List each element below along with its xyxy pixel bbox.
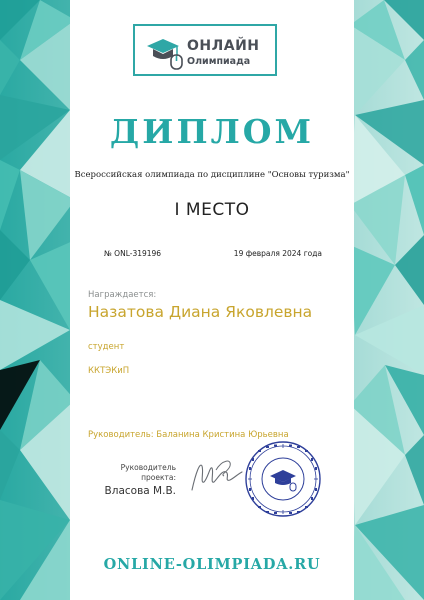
diploma-number: № ONL-319196 bbox=[104, 249, 162, 258]
supervisor-line: Руководитель: Баланина Кристина Юрьевна bbox=[88, 430, 289, 440]
signatory-label bbox=[118, 463, 176, 482]
signatory-label-line2: проекта: bbox=[141, 472, 176, 482]
recipient-status: студент bbox=[88, 342, 125, 352]
olympiad-subtitle: Всероссийская олимпиада по дисциплине "Основы туризма" bbox=[74, 170, 350, 180]
logo-text-olympiad: Олимпиада bbox=[187, 56, 251, 67]
recipient-name: Назатова Диана Яковлевна bbox=[88, 303, 313, 321]
olympiad-logo bbox=[133, 24, 277, 76]
website-footer: ONLINE-OLIMPIADA.RU bbox=[103, 556, 321, 573]
signatory-name: Власова М.В. bbox=[104, 485, 176, 497]
awarded-label: Награждается: bbox=[88, 290, 157, 300]
signatory-label-line1: Руководитель bbox=[120, 463, 176, 472]
official-stamp bbox=[244, 440, 322, 518]
graduation-cap-mouse-icon bbox=[145, 34, 185, 70]
place-award: I МЕСТО bbox=[174, 200, 250, 220]
diploma-date: 19 февраля 2024 года bbox=[233, 249, 322, 258]
recipient-organization: ККТЭКиП bbox=[88, 366, 130, 376]
diploma-title: ДИПЛОМ bbox=[109, 112, 315, 151]
logo-text-online: ОНЛАЙН bbox=[187, 38, 260, 54]
handwritten-signature bbox=[186, 452, 246, 500]
